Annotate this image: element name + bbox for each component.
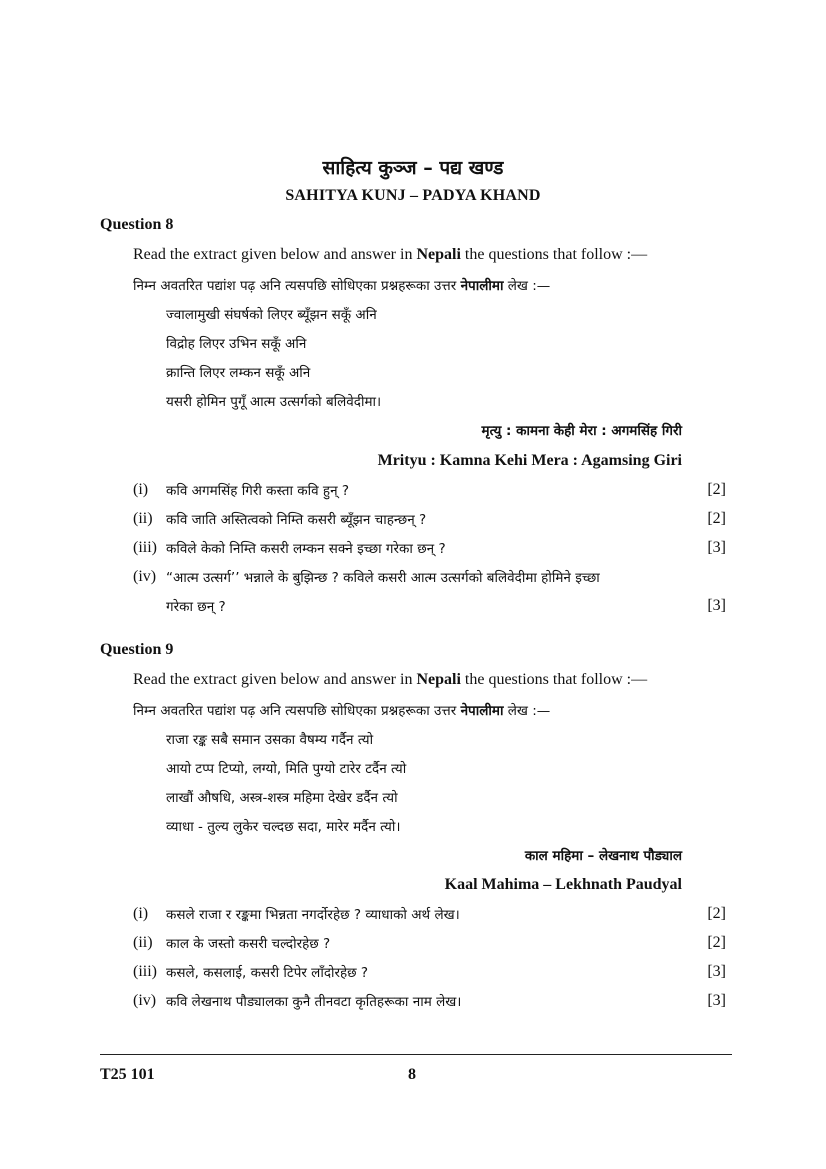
source-english: Mrityu : Kamna Kehi Mera : Agamsing Giri (377, 452, 682, 469)
sub-question-number: (i) (133, 905, 149, 922)
instruction-language: Nepali (416, 671, 461, 688)
source-nepali: काल महिमा – लेखनाथ पौड्याल (524, 848, 682, 864)
instruction-english (133, 246, 647, 264)
sub-question-number: (iii) (133, 963, 157, 980)
instruction-text: लेख :— (503, 703, 551, 719)
footer-divider (100, 1054, 732, 1055)
instruction-text: the questions that follow :— (460, 246, 648, 263)
sub-question-text: कसले, कसलाई, कसरी टिपेर लाँदोरहेछ ? (166, 965, 369, 981)
sub-question-text-continued: गरेका छन् ? (166, 599, 226, 615)
sub-question-number: (iii) (133, 539, 157, 556)
instruction-english (133, 671, 647, 689)
question-heading: Question 8 (100, 216, 174, 233)
sub-question-number: (iv) (133, 992, 157, 1009)
instruction-text: निम्न अवतरित पद्यांश पढ़ अनि त्यसपछि सोधिएका प्रश्नहरूका उत्तर (133, 278, 461, 294)
extract-line: लाखौं औषधि, अस्त्र-शस्त्र महिमा देखेर डर्दैन त्यो (166, 790, 398, 806)
section-title-nepali: साहित्य कुञ्ज – पद्य खण्ड (322, 157, 504, 179)
sub-question-text: कसले राजा र रङ्कमा भिन्नता नगर्दोरहेछ ? व्याधाको अर्थ लेख। (166, 907, 460, 923)
marks-badge: [3] (707, 992, 726, 1009)
instruction-nepali (133, 276, 550, 294)
sub-question-text: कवि अगमसिंह गिरी कस्ता कवि हुन् ? (166, 483, 350, 499)
instruction-language: नेपालीमा (460, 703, 504, 719)
sub-question-number: (ii) (133, 934, 153, 951)
marks-badge: [3] (707, 539, 726, 556)
marks-badge: [3] (707, 597, 726, 614)
extract-line: यसरी होमिन पुगूँ आत्म उत्सर्गको बलिवेदीमा। (166, 394, 382, 410)
extract-line: व्याधा - तुल्य लुकेर चल्दछ सदा, मारेर मर्दैन त्यो। (166, 819, 401, 835)
marks-badge: [2] (707, 481, 726, 498)
sub-question-text: कविले केको निम्ति कसरी लम्कन सक्ने इच्छा गरेका छन् ? (166, 541, 446, 557)
source-nepali: मृत्यु : कामना केही मेरा : अगमसिंह गिरी (481, 423, 682, 439)
sub-question-text: कवि लेखनाथ पौड्यालका कुनै तीनवटा कृतिहरूका नाम लेख। (166, 994, 462, 1010)
extract-line: क्रान्ति लिएर लम्कन सकूँ अनि (166, 365, 311, 381)
sub-question-number: (iv) (133, 568, 157, 585)
extract-line: राजा रङ्क सबै समान उसका वैषम्य गर्दैन त्यो (166, 732, 374, 748)
extract-line: विद्रोह लिएर उभिन सकूँ अनि (166, 336, 307, 352)
instruction-text: the questions that follow :— (460, 671, 648, 688)
source-english: Kaal Mahima – Lekhnath Paudyal (444, 876, 682, 893)
sub-question-text: कवि जाति अस्तित्वको निम्ति कसरी ब्यूँझन चाहन्छन् ? (166, 512, 427, 528)
instruction-text: निम्न अवतरित पद्यांश पढ़ अनि त्यसपछि सोधिएका प्रश्नहरूका उत्तर (133, 703, 461, 719)
sub-question-text: काल के जस्तो कसरी चल्दोरहेछ ? (166, 936, 331, 952)
paper-code: T25 101 (100, 1066, 155, 1083)
instruction-text: लेख :— (503, 278, 551, 294)
instruction-language: नेपालीमा (460, 278, 504, 294)
instruction-language: Nepali (416, 246, 461, 263)
page-number: 8 (408, 1066, 416, 1083)
instruction-text: Read the extract given below and answer in (133, 671, 417, 688)
marks-badge: [2] (707, 905, 726, 922)
sub-question-number: (ii) (133, 510, 153, 527)
extract-line: आयो टप्प टिप्यो, लग्यो, मिति पुग्यो टारेर टर्दैन त्यो (166, 761, 407, 777)
question-heading: Question 9 (100, 641, 174, 658)
marks-badge: [2] (707, 510, 726, 527)
instruction-nepali (133, 701, 550, 719)
instruction-text: Read the extract given below and answer in (133, 246, 417, 263)
sub-question-number: (i) (133, 481, 149, 498)
marks-badge: [3] (707, 963, 726, 980)
sub-question-text: “आत्म उत्सर्ग’’ भन्नाले के बुझिन्छ ? कविले कसरी आत्म उत्सर्गको बलिवेदीमा होमिने इच्छा (166, 570, 600, 586)
marks-badge: [2] (707, 934, 726, 951)
extract-line: ज्वालामुखी संघर्षको लिएर ब्यूँझन सकूँ अनि (166, 307, 377, 323)
section-title-english: SAHITYA KUNJ – PADYA KHAND (285, 187, 541, 204)
